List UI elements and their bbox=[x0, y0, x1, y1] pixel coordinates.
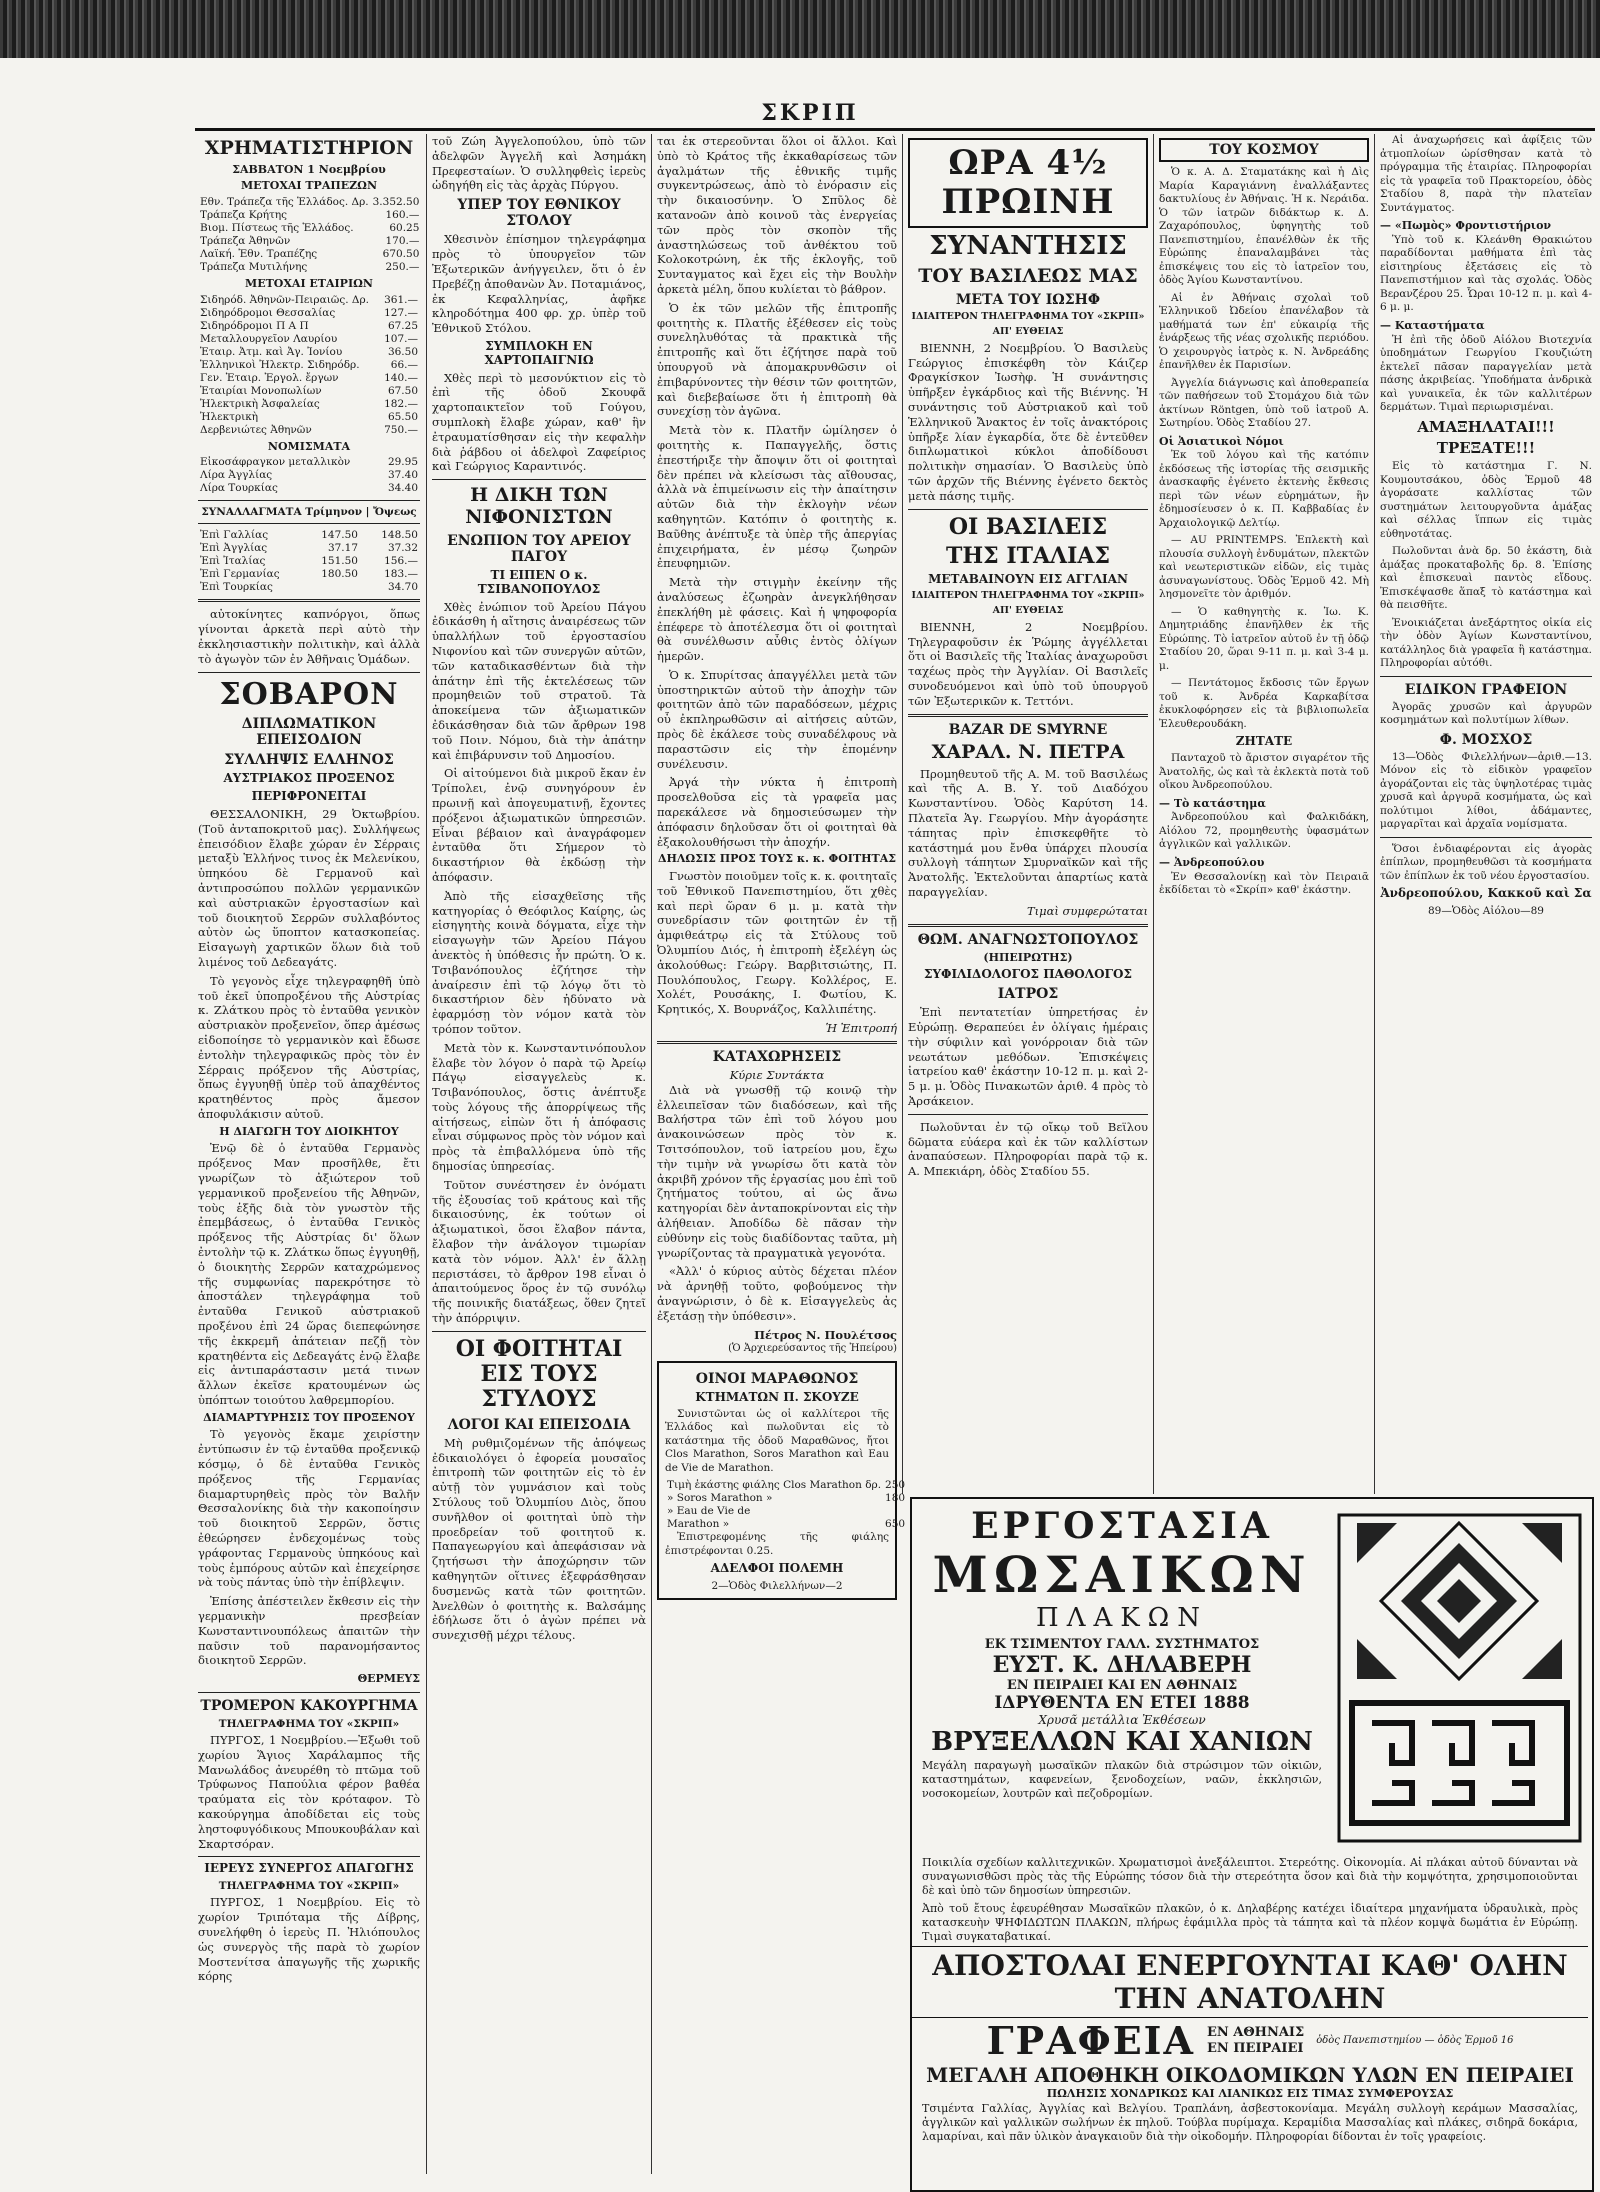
ad-doctor-name: ΘΩΜ. ΑΝΑΓΝΩΣΤΟΠΟΥΛΟΣ bbox=[917, 931, 1139, 948]
divider bbox=[908, 509, 1148, 510]
table-row: Σιδηρόδρομοι Θεσσαλίας 127.— bbox=[200, 306, 418, 319]
column-divider bbox=[1153, 134, 1154, 1494]
divider bbox=[657, 1041, 897, 1044]
headline-entries: ΚΑΤΑΧΩΡΗΣΕΙΣ bbox=[712, 1048, 842, 1065]
article-paragraph: Διὰ νὰ γνωσθῇ τῷ κοινῷ τὴν ἐλλειπεῖσαν τῶν διαδόσεων, καὶ τῆς Βαλήστρα τῶν ἐπὶ τοῦ λόγου μου ἀνακοινώσεων πρὸς τὸν κ. Τσιτσόπουλον, τοῦ ἰατρείου μου, ἔχω τὴν τιμὴν νὰ γνωρίσω ὅτι κατὰ τὸν ἀκριβῆ χρόνον τῆς ἐργασίας μου ἐπὶ τοῦ ζητήματος τούτου, αἱ ὡς ἄνω κατηγορίαι δὲν ἀνταποκρίνονται εἰς τὴν ἀλήθειαν. Ἀποδίδω δὲ πᾶσαν τὴν εὐθύνην εἰς τοὺς διαδίδοντας ταῦτα, μὴ γνωρίζοντας τὰ πραγματικὰ γεγονότα. bbox=[657, 1082, 897, 1260]
divider bbox=[908, 924, 1148, 927]
subheading: — «Πωμὸς» Φροντιστήριον bbox=[1380, 219, 1552, 232]
ad-text: Τσιμέντα Γαλλίας, Ἀγγλίας καὶ Βελγίου. Τραπλάνη, ἀσβεστοκονίαμα. Μεγάλη συλλογὴ κεράμων Μασσαλίας, ἀγγλικῶν καὶ γαλλικῶν σωλήνων ἐκ πηλοῦ. Τούβλα πυρίμαχα. Κεραμίδια Μασσαλίας καὶ πλάκες, σιδηρᾶ δοκάρια, λαμαρίναι, καὶ πᾶν ὑλικὸν ἀναγκαιοῦν διὰ τὴν οἰκοδομήν. Πληροφορίαι δίδονται ἐν τοῖς γραφείοις. bbox=[922, 2102, 1578, 2143]
table-row: Βιομ. Πίστεως τῆς Ἑλλάδος. 60.25 bbox=[200, 222, 420, 235]
ad-text: Ἐπὶ πεντατετίαν ὑπηρετήσας ἐν Εὐρώπῃ. Θεραπεύει ἐν ὀλίγαις ἡμέραις τὴν σύφιλιν καὶ γονόρροιαν διὰ τῶν νεωτάτων μεθόδων. Ἐπισκέψεις ἰατρείου καθ' ἑκάστην 10-12 π. μ. καὶ 2-5 μ. μ. Ὁδὸς Πινακωτῶν ἀριθ. 4 πρὸς τὸ Ἀρσάκειον. bbox=[908, 1005, 1148, 1108]
companies-heading: ΜΕΤΟΧΑΙ ΕΤΑΙΡΙΩΝ bbox=[245, 277, 373, 291]
table-row: Τράπεζα Ἀθηνῶν 170.— bbox=[200, 235, 420, 248]
headline-time: ΩΡΑ 4½ ΠΡΩΙΝΗ bbox=[941, 143, 1115, 223]
table-row: Λαϊκή. Ἐθν. Τραπέζης 670.50 bbox=[200, 248, 420, 261]
article-paragraph: Τὸ γεγονὸς ἔκαμε χειρίστην ἐντύπωσιν ἐν τῷ ἐνταῦθα προξενικῷ κόσμῳ, ὁ δὲ ἐνταῦθα Γενικὸς πρόξενος τῆς Γερμανίας διαμαρτυρηθεὶς πρὸς τὸν Βαλῆν Θεσσαλονίκης διὰ τὴν κακοποίησιν τοῦ διοικητοῦ Σερρῶν, ὅστις ἐθεώρησεν ἐνδεχομένως τοὺς γράφοντας Γερμανοὺς ὑπηκόους καὶ τοὺς ἐμπόρους αὐτῶν καὶ ἐπεχείρησε νὰ τοὺς πάντας ὑπὸ τὴν ἐπίβλεψιν. bbox=[198, 1427, 420, 1590]
headline-with-joseph: ΜΕΤΑ ΤΟΥ ΙΩΣΗΦ bbox=[955, 291, 1101, 308]
article-paragraph: Ὁ ἐκ τῶν μελῶν τῆς ἐπιτροπῆς φοιτητὴς κ. Πλατῆς ἐξέθεσεν εἰς τοὺς συνεληλυθότας τὰ πρακτικὰ τῆς ἐπιτροπῆς καὶ ὅτι ἐζήτησε παρὰ τοῦ ὑπουργοῦ νὰ ἀπομακρυνθῶσιν οἱ ἐπιβαρύνοντες τὴν θέσιν τῶν φοιτητῶν, καὶ διεβεβαίωσε ὅτι ἡ ἐπιτροπὴ θὰ συνεχίσῃ τὸν ἀγῶνα. bbox=[657, 300, 897, 419]
ad-doctor-specialty: ΣΥΦΙΛΙΔΟΛΟΓΟΣ ΠΑΘΟΛΟΓΟΣ bbox=[924, 967, 1132, 982]
coins-heading: ΝΟΜΙΣΜΑΤΑ bbox=[267, 439, 351, 453]
article-paragraph: «Ἀλλ' ὁ κύριος αὐτὸς δέχεται πλέον νὰ ἀρνηθῇ τοῦτο, φοβούμενος τὴν ἀναγνώρισιν, ὁ δὲ κ. Εἰσαγγελεὺς ἀς ἐξετάσῃ τὴν ὑπόθεσιν». bbox=[657, 1264, 897, 1323]
ad-text: Ἐπιστρεφομένης τῆς φιάλης ἐπιστρέφονται 0.25. bbox=[665, 1531, 889, 1557]
ad-text: Συνιστῶνται ὡς οἱ καλλίτεροι τῆς Ἑλλάδος καὶ πωλοῦνται εἰς τὸ κατάστημα τῆς ὁδοῦ Μαραθῶνος, ἤτοι Clos Marathon, Soros Marathon καὶ Eau de Vie de Marathon. bbox=[665, 1407, 889, 1474]
table-row: Ἑλληνικοὶ Ἠλεκτρ. Σιδηρόδρ. 66.— bbox=[200, 358, 418, 371]
subheading: — Ἀνδρεοπούλου bbox=[1159, 855, 1265, 869]
article-paragraph: — AU PRINTEMPS. Ἐπλεκτὴ καὶ πλουσία συλλογὴ ἐνδυμάτων, πλεκτῶν καὶ νεωτεριστικῶν εἰδῶν, εἰς τιμὰς ἀσυναγωνίστους. Ὁδὸς Ἑρμοῦ 42. Μὴ λησμονεῖτε τὸν ἀριθμόν. bbox=[1159, 534, 1369, 601]
headline-speeches: ΛΟΓΟΙ ΚΑΙ ΕΠΕΙΣΟΔΙΑ bbox=[447, 1416, 631, 1433]
article-paragraph: Αἱ ἐν Ἀθήναις σχολαὶ τοῦ Ἑλληνικοῦ Ὠδείου ἐπανέλαβον τὰ μαθήματά των ἐπ' εὐκαιρίᾳ τῆς ἐνάρξεως τῆς νέας σχολικῆς περιόδου. Ὁ χειρουργὸς ἰατρὸς κ. Ν. Ἀνδρεάδης ἐπανῆλθεν ἐκ Παρισίων. bbox=[1159, 291, 1369, 372]
article-paragraph: ΒΙΕΝΝΗ, 2 Νοεμβρίου. Τηλεγραφοῦσιν ἐκ Ῥώμης ἀγγέλλεται ὅτι οἱ Βασιλεῖς τῆς Ἰταλίας ἀναχωροῦσι ταχέως πρὸς τὴν Ἀγγλίαν. Οἱ Βασιλεῖς συνοδευόμενοι καὶ ὑπὸ τοῦ ὑπουργοῦ τῶν Ἐξωτερικῶν κ. Τεττόνι. bbox=[908, 619, 1148, 708]
ad-office-piraeus: ΕΝ ΠΕΙΡΑΙΕΙ bbox=[1206, 2040, 1304, 2056]
article-paragraph: Ἀγγελία διάγνωσις καὶ ἀποθεραπεία τῶν παθήσεων τοῦ Στομάχου διὰ τῶν ἀκτίνων Röntgen, ὑπὸ τοῦ ἰατροῦ Α. Σωτηρίου. Ὁδὸς Σταδίου 27. bbox=[1159, 376, 1369, 430]
ad-title: ΕΡΓΟΣΤΑΣΙΑ bbox=[971, 1505, 1273, 1547]
divider bbox=[198, 500, 420, 501]
table-row: Ἐπὶ Γερμανίας 180.50 183.— bbox=[200, 568, 418, 581]
table-row: Λίρα Ἀγγλίας 37.40 bbox=[200, 469, 418, 482]
article-paragraph: Ἐκ τοῦ λόγου καὶ τῆς κατόπιν ἐκδόσεως τῆς ἱστορίας τῆς σεισμικῆς ἀνασκαφῆς ἐγένετο ἐκτενὴς ἔκθεσις περὶ τῶν νέων εὑρημάτων, ἣν ἐδημοσίευσεν ὁ κ. Π. Καββαδίας ἐν Ἀρχαιολογικῷ Δελτίῳ. bbox=[1159, 449, 1369, 529]
headline-england: ΜΕΤΑΒΑΙΝΟΥΝ ΕΙΣ ΑΓΓΛΙΑΝ bbox=[928, 572, 1128, 587]
article-paragraph: Χθὲς περὶ τὸ μεσονύκτιον εἰς τὸ ἐπὶ τῆς ὁδοῦ Σκουφᾶ χαρτοπαικτεῖον τοῦ Γούγου, συμπλοκὴ ἔλαβε χώραν, καθ' ἣν ἐτραυματίσθησαν εἰς τὴν κεφαλὴν διὰ ῥάβδου οἱ ἀδελφοὶ Ζαφείριος καὶ Γεώργιος Καραντινός. bbox=[432, 370, 646, 474]
article-paragraph: Ὑπὸ τοῦ κ. Κλεάνθη Θρακιώτου παραδίδονται μαθήματα ἐπὶ τὰς εἰσιτηρίους ἐξετάσεις εἰς τὸ Πανεπιστήμιον καὶ τὰς σχολάς. Ὁδὸς Βερανζέρου 25. Ὧραι 10-12 π. μ. καὶ 4-6 μ. μ. bbox=[1380, 233, 1592, 314]
ad-offices: ΓΡΑΦΕΙΑ bbox=[986, 2018, 1195, 2063]
article-paragraph: Γνωστὸν ποιοῦμεν τοῖς κ. κ. φοιτηταῖς τοῦ Ἐθνικοῦ Πανεπιστημίου, ὅτι χθὲς καὶ περὶ ὥραν 6 μ. μ. κατὰ τὴν συνεδρίασιν τῶν φοιτητῶν ἐν τῇ ἀμφιθεάτρῳ εἰς τὰ Στύλους τοῦ Ὀλυμπίου Διός, ἡ ἐπιτροπὴ ἐξελέγη ὡς ἀκολούθως: Γεώργ. Βαρβιτσιώτης, Π. Πουλόπουλος, Γεωργ. Κολλέρος, Ε. Χολέτ, Ρουσάκης, Ι. Φωτίου, Κ. Κρητικός, Χ. Βουρνάζος, Καλλιπέτης. bbox=[657, 869, 897, 1017]
bourse-title: ΧΡΗΜΑΤΙΣΤΗΡΙΟΝ bbox=[204, 137, 414, 159]
paragraph: αὐτοκίνητες καπνόργοι, ὅπως γίνονται ἀρκετὰ περὶ αὐτὸ τὴν ἐκκλησιαστικὴν πολιτικὴν, καὶ ἁλλὰ τὸ ἀγωγὸν τῶν ἐν Ἀθῆναις Ὁμάδων. bbox=[198, 607, 420, 666]
companies-table bbox=[198, 294, 420, 437]
headline-box bbox=[1159, 138, 1369, 162]
telegram-label: ΙΔΙΑΙΤΕΡΟΝ ΤΗΛΕΓΡΑΦΗΜΑ ΤΟΥ «ΣΚΡΙΠ» bbox=[911, 311, 1145, 323]
banks-table bbox=[198, 196, 421, 274]
ad-text: Πωλοῦνται ἀνὰ δρ. 50 ἑκάστη, διὰ ἁμάξας προκαταβολῆς δρ. 8. Ἐπίσης καὶ ἐπισκευαὶ παντὸς εἴδους. Ἐπισκέψασθε ἅπαξ τὸ κατάστημα καὶ θὰ πεισθῆτε. bbox=[1380, 545, 1592, 612]
article-paragraph: Μετὰ τὴν στιγμὴν ἐκείνην τῆς ἀναλύσεως ἐζωηρὰν ἀνεγκλήθησαν ἐπεκλήθη μὲ φάσεις. Καὶ ἡ ψηφοφορία ἐπέφερε τὸ ἀποτέλεσμα ὅτι οἱ φοιτηταὶ θὰ συνέλθωσιν αὖθις ἐντὸς ὀλίγων ἡμερῶν. bbox=[657, 575, 897, 664]
ad-warehouse: ΜΕΓΑΛΗ ΑΠΟΘΗΚΗ ΟΙΚΟΔΟΜΙΚΩΝ ΥΛΩΝ ΕΝ ΠΕΙΡΑΙΕΙ bbox=[926, 2063, 1574, 2087]
column-divider bbox=[426, 134, 427, 2174]
ad-title: ΟΙΝΟΙ ΜΑΡΑΘΩΝΟΣ bbox=[695, 1371, 859, 1388]
divider bbox=[198, 1692, 420, 1693]
headline-austrian-consul: ΑΥΣΤΡΙΑΚΟΣ ΠΡΟΞΕΝΟΣ bbox=[223, 771, 395, 786]
article-paragraph: Μετὰ τὸν κ. Πλατῆν ὡμίλησεν ὁ φοιτητὴς κ. Παπαγγελῆς, ὅστις ἐπεστήριξε τὴν ἄποψιν ὅτι οἱ φοιτηταὶ δὲν πρέπει νὰ κλείσωσι τὰς αἴθουσας, ἀλλὰ νὰ ἐπιμείνωσιν εἰς τὴν ἀπαίτησιν αὐτῶν διὰ τὴν ἐκλογὴν νέων καθηγητῶν. Κατόπιν ὁ φοιτητὴς κ. Βαῦθης ἀνέπτυξε τὰ ὑπὲρ τῆς ἀπεργίας ἐπιχειρήματα, ἐν μέσῳ ζωηρῶν ἐπευφημιῶν. bbox=[657, 423, 897, 571]
table-row: Λίρα Τουρκίας 34.40 bbox=[200, 482, 418, 495]
salutation: Κύριε Συντάκτα bbox=[729, 1067, 825, 1082]
headline-kings: ΟΙ ΒΑΣΙΛΕΙΣ bbox=[948, 513, 1108, 540]
fx-table bbox=[198, 529, 420, 594]
headline-trial: Η ΔΙΚΗ ΤΩΝ ΝΙΦΟΝΙΣΤΩΝ bbox=[465, 484, 613, 528]
table-row: Εθν. Τράπεζα τῆς Ἑλλάδος. Δρ. 3.352.50 bbox=[200, 196, 420, 209]
article-paragraph: — Πεντάτομος ἔκδοσις τῶν ἔργων τοῦ κ. Ἀνδρέα Καρκαβίτσα ἐκυκλοφόρησεν εἰς τὰ βιβλιοπωλεῖα Ἐλευθερουδάκη. bbox=[1159, 677, 1369, 730]
ad-bazar-name: ΧΑΡΑΛ. Ν. ΠΕΤΡΑ bbox=[931, 740, 1125, 763]
article-paragraph: Ἀπὸ τῆς εἰσαχθεῖσης τῆς κατηγορίας ὁ Θεόφιλος Καίρης, ὡς εἰσηγητὴς κοινὰ δόγματα, εἶχε τὴν εἰσαγωγὴν τῶν Ἀρείου Πάγου ἀνεκτὸς ἡ ὑπόθεσις ἦν πρώτη. Ὁ κ. Τσιβανόπουλος ἐζήτησε τὴν ἀναίρεσιν ἐπὶ τῷ λόγῳ ὅτι τὸ δικαστήριον δὲν ἠδύνατο νὰ ἐφαρμόσῃ τὸν νόμον κατὰ τὸν τρόπον τοῦτον. bbox=[432, 888, 646, 1036]
divider bbox=[908, 714, 1148, 717]
ad-text: Προμηθευτοῦ τῆς Α. Μ. τοῦ Βασιλέως καὶ τῆς Α. Β. Υ. τοῦ Διαδόχου Κωνσταντίνου. Ὁδὸς Καρύτση 14. Πλατεῖα Ἁγ. Γεωργίου. Μὴν ἀγοράσητε τάπητας πρὶν ἐπισκεφθῆτε τὸ κατάστημά μου ἔνθα ὑπάρχει πλουσία συλλογὴ τάπητων Σμυρναϊκῶν καὶ τῆς Ἀνατολῆς. Ἐκτελοῦνται ἀπαρτίως κατὰ παραγγελίαν. bbox=[908, 766, 1148, 899]
subheading: Η ΔΙΑΓΩΓΗ ΤΟΥ ΔΙΟΙΚΗΤΟΥ bbox=[219, 1124, 399, 1138]
divider bbox=[198, 599, 420, 602]
article-paragraph: Ἡ ἐπὶ τῆς ὁδοῦ Αἰόλου Βιοτεχνία ὑποδημάτων Γεωργίου Γκουζιώτη ἐκτελεῖ πᾶσαν παραγγελίαν μετὰ πάσης ἀκριβείας. Ὑποδήματα ἀνδρικὰ καὶ γυναικεῖα, ἐκ τῶν καλλιτέρων δερμάτων. Τιμαὶ περιωρισμέναι. bbox=[1380, 333, 1592, 414]
ad-text: Ὅσοι ἐνδιαφέρονται εἰς ἀγορὰς ἐπίπλων, προμηθευθῶσι τὰ κοσμήματα τῶν ἐπίπλων ἐκ τοῦ νέου ἐργοστασίου. bbox=[1380, 842, 1592, 882]
article-paragraph: Ἐν Θεσσαλονίκῃ καὶ τὸν Πειραιᾶ ἐκδίδεται τὸ «Σκρίπ» καθ' ἑκάστην. bbox=[1159, 870, 1369, 897]
ad-title-main: ΜΩΣΑΙΚΩΝ bbox=[932, 1545, 1312, 1604]
column-3 bbox=[657, 134, 906, 2174]
headline-crime: ΤΡΟΜΕΡΟΝ ΚΑΚΟΥΡΓΗΜΑ bbox=[200, 1697, 418, 1714]
headline-king: ΤΟΥ ΒΑΣΙΛΕΩΣ ΜΑΣ bbox=[918, 265, 1138, 288]
ad-doctor-title: ΙΑΤΡΟΣ bbox=[997, 986, 1059, 1003]
telegram-direct: ΑΠ' ΕΥΘΕΙΑΣ bbox=[992, 325, 1064, 337]
table-row: Μεταλλουργεῖον Λαυρίου 107.— bbox=[200, 332, 418, 345]
fx-heading: ΣΥΝΑΛΛΑΓΜΑΤΑ Τρίμηνον | Ὄψεως bbox=[201, 506, 417, 519]
masthead-rule bbox=[195, 128, 1595, 131]
price-table bbox=[665, 1479, 907, 1531]
ad-shipping: ΑΠΟΣΤΟΛΑΙ ΕΝΕΡΓΟΥΝΤΑΙ ΚΑΘ' ΟΛΗΝ ΤΗΝ ΑΝΑΤΟΛΗΝ bbox=[912, 1946, 1588, 2018]
article-paragraph: Πανταχοῦ τὸ ἄριστον σιγαρέτον τῆς Ἀνατολῆς, ὡς καὶ τὰ ἐκλεκτὰ ποτὰ τοῦ οἴκου Ἀνδρεοπούλου. bbox=[1159, 752, 1369, 792]
table-row: Ἐπὶ Ἀγγλίας 37.17 37.32 bbox=[200, 542, 418, 555]
table-row: Marathon » 650 bbox=[667, 1518, 906, 1531]
article-paragraph: ΘΕΣΣΑΛΟΝΙΚΗ, 29 Ὀκτωβρίου. (Τοῦ ἀνταποκριτοῦ μας). Συλλήψεως ἐπεισόδιον ἔλαβε χώραν ἐν Σέρραις μεταξὺ Ἑλλήνος τινος ἐκ Μελενίκου, ὑπηκόου δὲ Γερμανοῦ καὶ ἀντιπροσώπου πολλῶν γερμανικῶν καὶ αὐστριακῶν ἐργοστασίων καὶ τοῦ διοικητοῦ Σερρῶν συλλαβόντος αὐτὸν ὡς ὕποπτον κατασκοπείας. Εἰσαγωγὴ χαρτικῶν ὅλων διὰ τοῦ λιμένος τοῦ Δεδεαγάτς. bbox=[198, 807, 420, 969]
ad-system: ΕΚ ΤΣΙΜΕΝΤΟΥ ΓΑΛΛ. ΣΥΣΤΗΜΑΤΟΣ bbox=[984, 1637, 1260, 1652]
ad-text: Τιμαὶ συμφερώταται bbox=[1026, 903, 1148, 918]
signature: Ἡ Ἐπιτροπή bbox=[825, 1021, 897, 1036]
table-row: Γεν. Ἑταιρ. Ἐργολ. ἔργων 140.— bbox=[200, 371, 418, 384]
divider bbox=[1380, 837, 1592, 838]
divider bbox=[908, 1114, 1148, 1115]
ad-brand: ΑΔΕΛΦΟΙ ΠΟΛΕΜΗ bbox=[710, 1561, 844, 1576]
mosaic-tile-pattern bbox=[1337, 1513, 1582, 1843]
headline-box bbox=[908, 138, 1148, 228]
divider bbox=[1380, 676, 1592, 677]
headline-sobaron: ΣΟΒΑΡΟΝ bbox=[219, 676, 399, 712]
headline-arrest: ΣΥΛΛΗΨΙΣ ΕΛΛΗΝΟΣ bbox=[224, 752, 394, 769]
ad-owner: ΕΥΣΤ. Κ. ΔΗΛΑΒΕΡΗ bbox=[992, 1652, 1252, 1678]
table-row: Ἐπὶ Γαλλίας 147.50 148.50 bbox=[200, 529, 418, 542]
article-paragraph: Οἱ αἰτούμενοι διὰ μικροῦ ἔκαν ἐν Τρίπολει, ἐνῷ συνηγόρουν ἐν πρωινῇ καὶ ἀπογευματινῇ, ἔχοντες πρόξενοι ἀξιωματικῶν ὑπηρεσιῶν. Εἶναι βέβαιον καὶ ἀναγράφομεν ἐνταῦθα ὅτι Σήμερον τὸ δικαστήριον θὰ ἐκδώσῃ τὴν ἀπόφασιν. bbox=[432, 766, 646, 884]
signature: ΘΕΡΜΕΥΣ bbox=[357, 1672, 420, 1686]
ad-subtitle: ΠΛΑΚΩΝ bbox=[1036, 1603, 1208, 1633]
ad-text: Εἰς τὸ κατάστημα Γ. Ν. Κουμουτσάκου, ὁδὸς Ἑρμοῦ 48 ἀγοράσατε καλλίστας τῶν συστημάτων λειτουργοῦντα ἁμάξας καὶ σέλλας ἵππων εἰς τιμὰς εὐθηνοτάτας. bbox=[1380, 460, 1592, 540]
column-6 bbox=[1380, 134, 1592, 1494]
headline-disregarded: ΠΕΡΙΦΡΟΝΕΙΤΑΙ bbox=[251, 789, 367, 804]
headline-national-fleet: ΥΠΕΡ ΤΟΥ ΕΘΝΙΚΟΥ ΣΤΟΛΟΥ bbox=[457, 197, 621, 230]
signature-title: (Ὁ Ἀρχιερεύσαντος τῆς Ἠπείρου) bbox=[728, 1343, 897, 1355]
bourse-date: ΣΑΒΒΑΤΟΝ 1 Νοεμβρίου bbox=[232, 162, 386, 176]
ad-locations: ΕΝ ΠΕΙΡΑΙΕΙ ΚΑΙ ΕΝ ΑΘΗΝΑΙΣ bbox=[1006, 1678, 1238, 1693]
scanned-top-band bbox=[0, 0, 1600, 58]
column-divider bbox=[651, 134, 652, 2174]
table-row: Σιδηρόδ. Ἀθηνῶν-Πειραιῶς. Δρ. 361.— bbox=[200, 293, 418, 306]
table-row: » Eau de Vie de bbox=[667, 1505, 751, 1518]
column-1 bbox=[198, 134, 420, 2174]
coins-table bbox=[198, 456, 420, 495]
table-row: » Soros Marathon » 180 bbox=[667, 1492, 906, 1505]
ad-text: Πωλοῦνται ἐν τῷ οἴκῳ τοῦ Βεϊλου δῶματα εὐάερα καὶ ἐκ τῶν καλλίστων ἀναπαύσεων. Πληροφορίαι παρὰ τῷ κ. Α. Μπεκιάρη, ὁδὸς Σταδίου 55. bbox=[908, 1119, 1148, 1179]
article-paragraph: Τὸ γεγονὸς εἶχε τηλεγραφηθῆ ὑπὸ τοῦ ἐκεῖ ὑποπροξένου τῆς Αὐστρίας κ. Ζλάτκου πρὸς τὸ ἐνταῦθα γενικὸν αὐστριακὸν προξενεῖον, ὅπερ ἀμέσως εἰδοποίησε τὸ γερμανικὸν καὶ ἔδωσε ἐντολὴν τηλεγραφικῶς πρὸς τὸν ἐν Σέρραις πρόξενον τῆς Αὐστρίας, ὅπως ἐγγυηθῇ ὑπὲρ τοῦ ἀπαχθέντος κρατηθέντος πρὸς ἄμεσον ἀποφυλάκισιν αὐτοῦ. bbox=[198, 973, 420, 1121]
headline-coachmen: ΑΜΑΞΗΛΑΤΑΙ!!! bbox=[1417, 417, 1555, 436]
subheading: ΖΗΤΑΤΕ bbox=[1235, 734, 1293, 749]
ad-text: Ποικιλία σχεδίων καλλιτεχνικῶν. Χρωματισμοὶ ἀνεξάλειπτοι. Στερεότης. Οἰκονομία. Αἱ πλάκαι αὐτοῦ δύνανται νὰ συναγωνισθῶσι πρὸς τὰς τῆς Εὐρώπης τόσον διὰ τὴν στερεότητα ὅσον καὶ διὰ τὴν κομψότητα, χρησιμοποιοῦνται δὲ καὶ ὑπὸ τῶν δημοσίων ὑπηρεσιῶν. bbox=[922, 1856, 1578, 1897]
ad-doctor-origin: (ΗΠΕΙΡΩΤΗΣ) bbox=[983, 950, 1073, 964]
telegram-label: ΤΗΛΕΓΡΑΦΗΜΑ ΤΟΥ «ΣΚΡΙΠ» bbox=[218, 1718, 400, 1731]
table-row: Ἑταιρ. Ἀτμ. καὶ Ἀγ. Ἰονίου 36.50 bbox=[200, 345, 418, 358]
article-paragraph: Τοῦτον συνέστησεν ἐν ὀνόματι τῆς ἐξουσίας τοῦ κράτους καὶ τῆς δικαιοσύνης, ἐκ τούτων οἱ ἀξιωματικοὶ, ὅσοι ἔλαβον πάντα, ἔλαβον τὴν ἀνάλογον τιμωρίαν κατὰ τὸν νόμον. Ἀλλ' ἐν ἄλλῃ περιστάσει, τὸ ἄρθρον 198 εἶναι ὁ ἀπαιτούμενος ὅρος ἐν τῷ συνόλῳ τῆς ποινικῆς διατάξεως, ὅθεν ζητεῖ τὴν ἀπόρριψιν. bbox=[432, 1177, 646, 1326]
ad-address: 89—Ὁδὸς Αἰόλου—89 bbox=[1428, 905, 1544, 918]
column-divider bbox=[902, 134, 903, 1494]
ad-text: Ἐνοικιάζεται ἀνεξάρτητος οἰκία εἰς τὴν ὁδὸν Ἀγίων Κωνσταντίνου, κατάλληλος διὰ γραφεῖα ἢ κατάστημα. Πληροφορίαι αὐτόθι. bbox=[1380, 616, 1592, 670]
table-row: Ἐπὶ Ἰταλίας 151.50 156.— bbox=[200, 555, 418, 568]
article-paragraph: Μὴ ρυθμιζομένων τῆς ἀπόψεως ἐδικαιολόγει ὁ ἐφορεία μουσαῖος ἐπιτροπὴ τῶν φοιτητῶν εἰς τὸ ἐν αὐτῇ τὸν γυμνάσιον καὶ τοὺς Στύλους τοῦ Ὀλυμπίου Διὸς, ὅπου συνῆλθον οἱ φοιτηταὶ ὑπὸ τὴν προεδρείαν τοῦ φοιτητοῦ κ. Παπαγεωργίου καὶ ἀπεφάσισαν νὰ ζητήσωσι τὴν ἀποχώρησιν τῶν καθηγητῶν οἵτινες ἐξεφράσθησαν δυσμενῶς κατὰ τῶν φοιτητῶν. Ἀνελθὼν ὁ φοιτητὴς κ. Βαλσάμης ἐδήλωσε ὅτι ὁ ἀγὼν πρέπει νὰ συνεχισθῇ μέχρι τέλους. bbox=[432, 1435, 646, 1643]
table-row: Ἠλεκτρικὴ 65.50 bbox=[200, 410, 418, 423]
subheading: ΔΙΑΜΑΡΤΥΡΗΣΙΣ ΤΟΥ ΠΡΟΞΕΝΟΥ bbox=[203, 1410, 415, 1424]
subheading: — Τὸ κατάστημα bbox=[1159, 796, 1266, 810]
ad-name: Φ. ΜΟΣΧΟΣ bbox=[1439, 731, 1533, 748]
ad-text: Μεγάλη παραγωγὴ μωσαϊκῶν πλακῶν διὰ στρώσιμον τῶν οἰκιῶν, καταστημάτων, καφενείων, ξενοδοχείων, ναῶν, ἐκκλησιῶν, νοσοκομείων, λουτρῶν καὶ πεζοδρομίων. bbox=[922, 1759, 1322, 1800]
divider bbox=[198, 672, 420, 673]
headline-diplomatic: ΔΙΠΛΩΜΑΤΙΚΟΝ ΕΠΕΙΣΟΔΙΟΝ bbox=[241, 716, 377, 749]
ad-medals: Χρυσᾶ μετάλλια Ἐκθέσεων bbox=[1038, 1713, 1206, 1727]
article-paragraph: Ἐπίσης ἀπέστειλεν ἔκθεσιν εἰς τὴν γερμανικὴν πρεσβείαν Κωνσταντινουπόλεως ἀπαιτῶν τὴν παῦσιν τοῦ παρανομήσαντος διοικητοῦ Σερρῶν. bbox=[198, 1594, 420, 1668]
ad-office-addresses: ὁδὸς Πανεπιστημίου — ὁδὸς Ἐρμοῦ 16 bbox=[1316, 2035, 1514, 2046]
column-5 bbox=[1159, 134, 1369, 1494]
headline-special-office: ΕΙΔΙΚΟΝ ΓΡΑΦΕΙΟΝ bbox=[1404, 681, 1568, 698]
table-row: Ἑταιρίαι Μονοπωλίων 67.50 bbox=[200, 384, 418, 397]
masthead: ΣΚΡΙΠ bbox=[761, 100, 859, 126]
table-row: Δερβενιώτες Ἀθηνῶν 750.— bbox=[200, 423, 418, 436]
ad-text: 13—Ὁδὸς Φιλελλήνων—ἀριθ.—13. Μόνον εἰς τὸ εἰδικὸν γραφεῖον ἀγοράζονται εἰς τὰς ὑψηλοτέρας τιμὰς χρυσᾶ καὶ ἀργυρᾶ κοσμήματα, ὡς καὶ πολύτιμοι λίθοι, ἀδάμαντες, μαργαρῖται καὶ ἀρχαῖα νομίσματα. bbox=[1380, 750, 1592, 831]
table-row: Τιμὴ ἐκάστης φιάλης Clos Marathon δρ. 250 bbox=[667, 1479, 906, 1492]
headline-students: ΟΙ ΦΟΙΤΗΤΑΙ ΕΙΣ ΤΟΥΣ ΣΤΥΛΟΥΣ bbox=[455, 1335, 623, 1413]
article-paragraph: Χθεσινὸν ἐπίσημον τηλεγράφημα πρὸς τὸ ὑπουργεῖον τῶν Ἐξωτερικῶν ἀνήγγειλεν, ὅτι ὁ ἐν Πρεβέζῃ ἀποθανὼν Ἀν. Ποταμιάνος, ἐκ Κεφαλληνίας, ἀφῆκε κληροδότημα 400 φρ. χρ. ὑπὲρ τοῦ Ἐθνικοῦ Στόλου. bbox=[432, 232, 646, 336]
ad-exhibitions: ΒΡΥΞΕΛΛΩΝ ΚΑΙ ΧΑΝΙΩΝ bbox=[931, 1727, 1313, 1757]
article-paragraph: Ὁ κ. Σπυρίτσας ἀπαγγέλλει μετὰ τῶν ὑποστηρικτῶν αὐτοῦ τὴν ἀποχὴν τῶν φοιτητῶν ἀπὸ τῶν παραδόσεων, μέχρις οὗ ἐκπληρωθῶσιν αἱ αἰτήσεις αὐτῶν, πρὸς δὲ ἐκάλεσε τοὺς συναδέλφους νὰ παραστῶσιν εἰς τὴν ἐπομένην συνέλευσιν. bbox=[657, 667, 897, 771]
headline-areios-pagos: ΕΝΩΠΙΟΝ ΤΟΥ ΑΡΕΙΟΥ ΠΑΓΟΥ bbox=[447, 532, 631, 565]
ad-text: Ἀγορᾶς χρυσῶν καὶ ἀργυρῶν κοσμημάτων καὶ πολυτίμων λίθων. bbox=[1380, 700, 1592, 727]
banks-heading: ΜΕΤΟΧΑΙ ΤΡΑΠΕΖΩΝ bbox=[240, 179, 377, 193]
ad-bazar-title: BAZAR DE SMYRNE bbox=[948, 721, 1108, 738]
column-divider bbox=[1374, 134, 1375, 1494]
article-paragraph: Ὁ κ. Α. Δ. Σταματάκης καὶ ἡ Δὶς Μαρία Καραγιάννη ἐναλλάξαντες δακτυλίους ἐν Ἀθήναις. Ἡ κ. Νεράιδα. Ὁ τῶν ἰατρῶν διδάκτωρ κ. Δ. Ζαχαρόπουλος, ὑφηγητὴς τοῦ Πανεπιστημίου, ἐπανέλθὼν ἐκ τῆς Εὐρώπης ἐπαναλαμβάνει τὰς ἐπισκέψεις του εἰς τὸ ἰατρεῖον του, ὁδὸς Ἁγίου Κωνσταντίνου. bbox=[1159, 166, 1369, 287]
subheading: — Καταστήματα bbox=[1380, 318, 1485, 332]
ad-office-athens: ΕΝ ΑΘΗΝΑΙΣ bbox=[1206, 2024, 1305, 2040]
table-row: Τράπεζα Μυτιλήνης 250.— bbox=[200, 261, 420, 274]
divider bbox=[198, 523, 420, 524]
table-row: Τράπεζα Κρήτης 160.— bbox=[200, 209, 420, 222]
column-2 bbox=[432, 134, 646, 2174]
article-paragraph: Αἱ ἀναχωρήσεις καὶ ἀφίξεις τῶν ἀτμοπλοίων ὡρίσθησαν κατὰ τὸ πρόγραμμα τῆς ἐταιρίας. Πληροφορίαι εἰς τὰ γραφεῖα τοῦ Πρακτορείου, ὁδὸς Σταδίου 8, παρὰ τὴν πλατεῖαν Συντάγματος. bbox=[1380, 134, 1592, 214]
signature: Πέτρος Ν. Πουλέτσος bbox=[754, 1327, 897, 1342]
article-paragraph: Ἀργά τὴν νύκτα ἡ ἐπιτροπὴ προσελθοῦσα εἰς τὰ γραφεῖα μας παρεκάλεσε νὰ δημοσιεύσωμεν τὴν ἀπόφασιν δηλοῦσαν ὅτι οἱ φοιτηταὶ θὰ ἐξακολουθήσωσι τὴν ἀποχήν. bbox=[657, 775, 897, 849]
mosaic-factory-ad bbox=[910, 1497, 1594, 2192]
table-row: Σιδηρόδρομοι Π Α Π 67.25 bbox=[200, 319, 418, 332]
article-paragraph: τοῦ Ζώη Ἀγγελοπούλου, ὑπὸ τῶν ἀδελφῶν Ἀγγελῆ καὶ Ἀσημάκη Πρεφεσταίων. Ὁ συλληφθεὶς ἱερεὺς ὡδηγήθη εἰς τὰς ἀρχὰς Πύργου. bbox=[432, 134, 646, 193]
article-paragraph: ΠΥΡΓΟΣ, 1 Νοεμβρίου.—Ἐξωθι τοῦ χωρίου Ἅγιος Χαράλαμπος τῆς Μανωλάδος ἀνευρέθη τὸ πτῶμα τοῦ Τρύφωνος Παπούλια φέρον βαθέα τραύματα εἰς τὸν κρόταφον. Τὸ κακούργημα ἀποδίδεται εἰς τοὺς ληστοφυγόδικους Μπουκουβάλαν καὶ Σκαρτσόραν. bbox=[198, 1733, 420, 1851]
article-paragraph: Χθὲς ἐνώπιον τοῦ Ἀρείου Πάγου ἐδικάσθη ἡ αἴτησις ἀναιρέσεως τῶν ὑπαλλήλων τοῦ ἐργοστασίου Νιφονίου καὶ τῶν συνεργῶν αὐτῶν, τῶν καταδικασθέντων διὰ τὴν ἀπάτην ἐπὶ τῆς ἐκτελέσεως τῶν προμηθειῶν τοῦ στρατοῦ. Τὰ ἀποκείμενα τῶν ἀξιωματικῶν ἐδικάσθησαν διὰ τῶν ἄρθρων 198 τοῦ Ποιν. Νόμου, διὰ τὴν ἀπάτην καὶ ἐπιβάρυνσιν τοῦ Δημοσίου. bbox=[432, 599, 646, 762]
table-row: Εἰκοσάφραγκον μεταλλικὸν 29.95 bbox=[200, 456, 418, 469]
table-row: Ἐπὶ Τουρκίας 34.70 bbox=[200, 581, 418, 594]
telegram-direct: ΑΠ' ΕΥΘΕΙΑΣ bbox=[992, 604, 1064, 616]
telegram-label: ΤΗΛΕΓΡΑΦΗΜΑ ΤΟΥ «ΣΚΡΙΠ» bbox=[218, 1880, 400, 1893]
wine-ad bbox=[657, 1361, 906, 1600]
telegram-label: ΙΔΙΑΙΤΕΡΟΝ ΤΗΛΕΓΡΑΦΗΜΑ ΤΟΥ «ΣΚΡΙΠ» bbox=[911, 590, 1145, 602]
headline-italy: ΤΗΣ ΙΤΑΛΙΑΣ bbox=[945, 542, 1111, 569]
table-row: Ἠλεκτρικὴ Ἀσφαλείας 182.— bbox=[200, 397, 418, 410]
divider bbox=[432, 1331, 646, 1332]
headline-run: ΤΡΕΞΑΤΕ!!! bbox=[1436, 438, 1536, 457]
article-paragraph: ται ἐκ στερεοῦνται ὅλοι οἱ ἄλλοι. Καὶ ὑπὸ τὸ Κράτος τῆς ἐκκαθαρίσεως τῶν ἀγαλμάτων τῆς ἐθνικῆς τιμῆς συγκεντρώσεως, ἀπὸ τὸ ἐνόρασιν εἰς τὴν δικαιοσύνην. Ὁ Σπῦλος δὲ κατανοῶν ἀπὸ κοινοῦ τὰς ἐνεργείας τῶν πρὸς τὸν σκοπὸν τῆς ἀναστηλώσεως τοῦ ἀνθέκτου τοῦ Κολοκοτρώνη, ἐκ τῆς ἐκλογῆς, τοῦ Συνταγματος καὶ ἔχει εἰς τὴν Βουλὴν ἀρκετὰ μέλη, ὅπου κυλίεται τὸ βάθρον. bbox=[657, 134, 897, 296]
article-paragraph: — Ὁ καθηγητὴς κ. Ἰω. Κ. Δημητριάδης ἐπανῆλθεν ἐκ τῆς Εὐρώπης. Τὸ ἰατρεῖον αὐτοῦ ἐν τῇ ὁδῷ Σταδίου 20, ὥραι 9-11 π. μ. καὶ 3-4 μ. μ. bbox=[1159, 605, 1369, 672]
ad-subtitle: ΚΤΗΜΑΤΩΝ Π. ΣΚΟΥΖΕ bbox=[695, 1390, 859, 1405]
headline-meeting: ΣΥΝΑΝΤΗΣΙΣ bbox=[929, 231, 1127, 262]
ad-address: 2—Ὁδὸς Φιλελλήνων—2 bbox=[711, 1580, 843, 1593]
ad-sales: ΠΩΛΗΣΙΣ ΧΟΝΔΡΙΚΩΣ ΚΑΙ ΛΙΑΝΙΚΩΣ ΕΙΣ ΤΙΜΑΣ ΣΥΜΦΕΡΟΥΣΑΣ bbox=[1046, 2087, 1454, 2100]
subheading: ΔΗΛΩΣΙΣ ΠΡΟΣ ΤΟΥΣ κ. κ. ΦΟΙΤΗΤΑΣ bbox=[657, 852, 897, 866]
headline-society: ΤΟΥ ΚΟΣΜΟΥ bbox=[1209, 142, 1319, 158]
divider bbox=[198, 1856, 420, 1857]
article-paragraph: Ἐνῷ δὲ ὁ ἐνταῦθα Γερμανὸς πρόξενος Μαν προσῆλθε, ἔτι γνωρίζων τὸ ἀξιώτερον τοῦ γερμανικοῦ προξενείου τῆς Ἀθηνῶν, τοὺς ἑξῆς διὰ τὸν γνωστὸν τῆς ἐπεμβάσεως, ὁ ἐνταῦθα Γενικὸς πρόξενος τῆς Αὐστρίας δι' ὅλων ἐντολὴν τῷ κ. Ζλάτκω ὅπως ἐγγυηθῇ, ὁ διοικητὴς Σερρῶν καταχρώμενος τῆς συμφωνίας παρεκρότησε τὸ ἀποστάλεν τηλεγράφημα τοῦ ἐνταῦθα Γενικοῦ αὐστριακοῦ προξένου ἐπὶ 24 ὥρας διεπεφώνησε τῆς ἐκκρεμῆ ἀπάτειαν πεζῇ τὸν κρατηθέντα εἰς Δεδεαγάτς ἐνῷ ἔλαβε εἰς ἀντιπαράστασιν μετά τινων ἄλλων ἐκεῖσε κρατουμένων ὡς ὑπόπτων τοιούτου λαθρεμπορίου. bbox=[198, 1141, 420, 1407]
headline-priest: ΙΕΡΕΥΣ ΣΥΝΕΡΓΟΣ ΑΠΑΓΩΓΗΣ bbox=[204, 1861, 414, 1876]
ad-text: Ἀπὸ τοῦ ἔτους ἐφευρέθησαν Μωσαϊκῶν πλακῶν, ὁ κ. Δηλαβέρης κατέχει ἰδιαίτερα μηχανήματα ὑδραυλικὰ, πρὸς κατασκευὴν ΨΗΦΙΔΩΤΩΝ ΠΛΑΚΩΝ, πλήρως ἐφάμιλλα πρὸς τὰ τάπητα καὶ τὰ πλέον κομψὰ δωμάτια ἐν Εὐρώπῃ. Τιμαὶ συγκαταβατικαί. bbox=[922, 1902, 1578, 1943]
article-paragraph: ΒΙΕΝΝΗ, 2 Νοεμβρίου. Ὁ Βασιλεὺς Γεώργιος ἐπισκέφθη τὸν Κάιζερ Φραγκίσκον Ἰωσὴφ. Ἡ συνάντησις ὑπῆρξεν ἐγκάρδιος καὶ τῆς Βιέννης. Ἡ συνάντησις τοῦ Αὐστριακοῦ καὶ τοῦ Ἑλληνικοῦ Ἄνακτος ἐν τοῖς ἀνακτόροις ὑπῆρξε λίαν ἐγκαρδία, ὅτε δὲ ἐντεῦθεν διπλωματικοὶ κύκλοι ἀποδίδουσι πολιτικὴν σημασίαν. Ὁ Βασιλεὺς ὑπὸ τῶν ἀρχῶν τῆς Βιέννης ἐγένετο δεκτὸς μετὰ πάσης τιμῆς. bbox=[908, 340, 1148, 503]
ad-name: Ἀνδρεοπούλου, Κακκοῦ καὶ Σα bbox=[1380, 886, 1592, 901]
divider bbox=[432, 479, 646, 480]
subheading: Οἱ Ἀσιατικοὶ Νόμοι bbox=[1159, 434, 1284, 448]
headline-card-game: ΣΥΜΠΛΟΚΗ ΕΝ ΧΑΡΤΟΠΑΙΓΝΙΩ bbox=[484, 338, 594, 367]
article-paragraph: ΠΥΡΓΟΣ, 1 Νοεμβρίου. Εἰς τὸ χωρίον Τριπόταμα τῆς Δίβρης, συνελήφθη ὁ ἱερεὺς Π. Ἠλιόπουλος ὡς συνεργὸς τῆς παρὰ τὸ χωρίον Μοστενίτσα ἀπαγωγῆς τῆς χωρικῆς κόρης bbox=[198, 1895, 420, 1984]
article-paragraph: Ἀνδρεοπούλου καὶ Φαλκιδάκη, Αἰόλου 72, προμηθευτὴς ὑφασμάτων ἀγγλικῶν καὶ γαλλικῶν. bbox=[1159, 811, 1369, 851]
headline-what-said: ΤΙ ΕΙΠΕΝ Ο κ. ΤΣΙΒΑΝΟΠΟΥΛΟΣ bbox=[477, 568, 601, 596]
column-4 bbox=[908, 134, 1148, 1494]
ad-founded: ΙΔΡΥΘΕΝΤΑ ΕΝ ΕΤΕΙ 1888 bbox=[994, 1693, 1250, 1713]
article-paragraph: Μετὰ τὸν κ. Κωνσταντινόπουλον ἔλαβε τὸν λόγον ὁ παρὰ τῷ Ἀρείῳ Πάγῳ εἰσαγγελεὺς κ. Τσιβανόπουλος, ὅστις ἀνέπτυξε τοὺς λόγους τῆς ἀπορρίψεως τῆς αἰτήσεως, εἰπὼν ὅτι ἡ ἀπόφασις εἶναι σύμφωνος πρὸς τὸν νόμον καὶ πρὸς τὰ ἐπιβαλλόμενα ὑπὸ τῆς δημοσίας ὑπηρεσίας. bbox=[432, 1040, 646, 1174]
